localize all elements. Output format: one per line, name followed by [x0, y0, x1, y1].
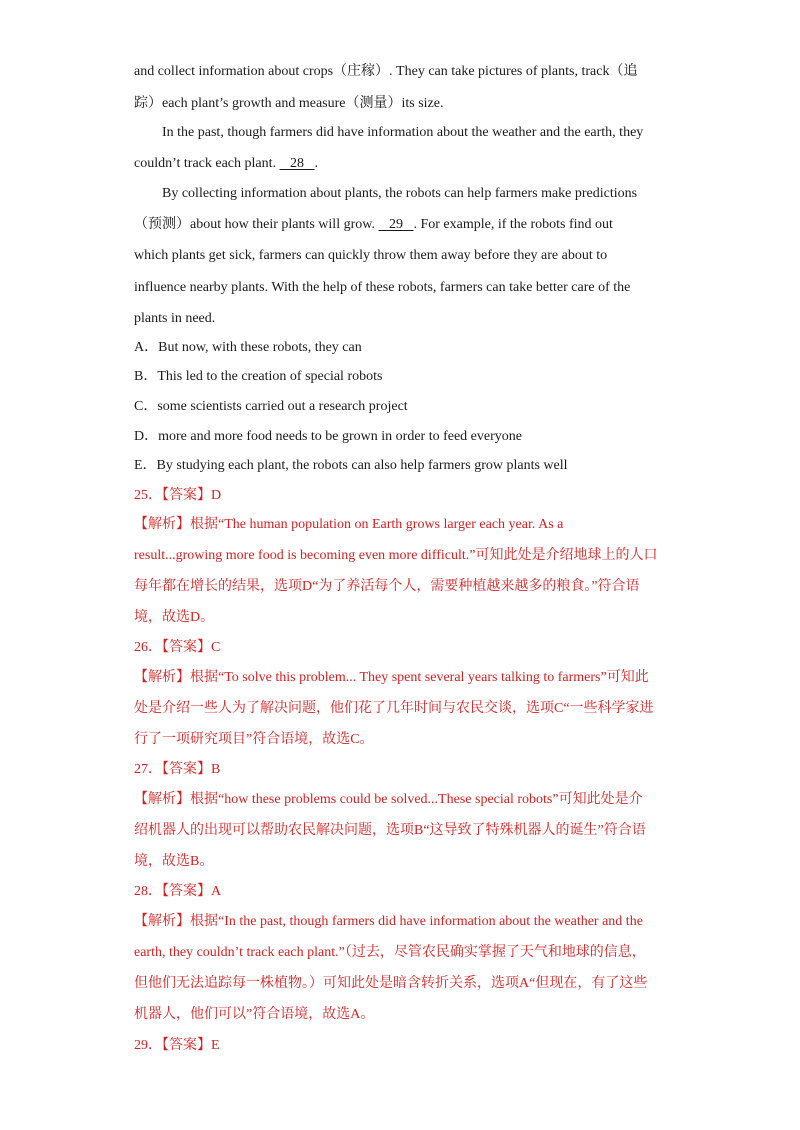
option-d: D．more and more food needs to be grown in order to feed everyone [134, 429, 522, 444]
explanation-line: earth, they couldn’t track each plant.”（过去，尽管农民确实掌握了天气和地球的信息， [134, 945, 646, 960]
explanation-line: 【解析】根据“The human population on Earth grows larger each year. As a [134, 517, 564, 532]
option-b: B．This led to the creation of special robots [134, 369, 383, 384]
explanation-line: 【解析】根据“To solve this problem... They spent several years talking to farmers”可知此 [134, 670, 649, 685]
explanation-line: result...growing more food is becoming even more difficult.”可知此处是介绍地球上的人口 [134, 548, 658, 563]
answer-28-heading: 28．【答案】A [134, 884, 222, 899]
option-e: E．By studying each plant, the robots can also help farmers grow plants well [134, 458, 568, 473]
explanation-line: 境，故选D。 [134, 610, 215, 625]
explanation-line: 每年都在增长的结果，选项D“为了养活每个人，需要种植越来越多的粮食。”符合语 [134, 579, 640, 594]
answer-27-heading: 27．【答案】B [134, 762, 221, 777]
explanation-line: 机器人，他们可以”符合语境，故选A。 [134, 1007, 375, 1022]
explanation-line: 【解析】根据“how these problems could be solved...These special robots”可知此处是介 [134, 792, 643, 807]
passage-text: couldn’t track each plant. [134, 156, 277, 171]
explanation-line: 但他们无法追踪每一株植物。）可知此处是暗含转折关系，选项A“但现在，有了这些 [134, 976, 648, 991]
passage-line [134, 154, 318, 174]
passage-line: By collecting information about plants, the robots can help farmers make predictions [162, 186, 638, 201]
passage-text: （预测）about how their plants will grow. [134, 217, 375, 232]
answer-29-heading: 29．【答案】E [134, 1038, 220, 1053]
option-a: A．But now, with these robots, they can [134, 340, 362, 355]
passage-text: . [314, 156, 319, 171]
passage-line: and collect information about crops（庄稼）. They can take pictures of plants, track（追 [134, 64, 638, 79]
option-c: C．some scientists carried out a research project [134, 399, 408, 414]
explanation-line: 绍机器人的出现可以帮助农民解决问题，选项B“这导致了特殊机器人的诞生”符合语 [134, 823, 646, 838]
passage-text: . For example, if the robots find out [413, 217, 613, 232]
blank-29: 29 [378, 217, 414, 232]
passage-line: 踪）each plant’s growth and measure（测量）its size. [134, 96, 444, 111]
answer-25-heading: 25．【答案】D [134, 488, 222, 503]
passage-line: plants in need. [134, 311, 216, 326]
explanation-line: 境，故选B。 [134, 854, 214, 869]
passage-line: In the past, though farmers did have information about the weather and the earth, they [162, 125, 644, 140]
passage-line: influence nearby plants. With the help of these robots, farmers can take better care of the [134, 280, 631, 295]
passage-line [134, 215, 613, 235]
passage-line: which plants get sick, farmers can quickly throw them away before they are about to [134, 248, 608, 263]
blank-28: 28 [279, 156, 315, 171]
explanation-line: 行了一项研究项目”符合语境，故选C。 [134, 732, 374, 747]
explanation-line: 处是介绍一些人为了解决问题，他们花了几年时间与农民交谈，选项C“一些科学家进 [134, 701, 654, 716]
explanation-line: 【解析】根据“In the past, though farmers did have information about the weather and the [134, 914, 643, 929]
answer-26-heading: 26．【答案】C [134, 640, 221, 655]
